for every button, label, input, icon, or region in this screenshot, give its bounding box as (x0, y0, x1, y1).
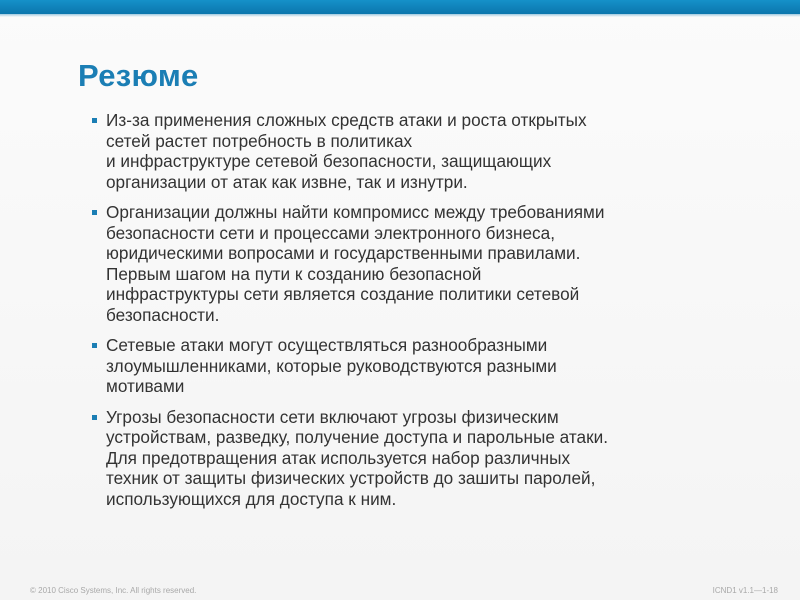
bullet-text-line: безопасности. (106, 304, 220, 325)
bullet-list (90, 110, 730, 519)
bullet-text-line: Из-за применения сложных средств атаки и роста открытых (106, 110, 587, 130)
bullet-text-line: Для предотвращения атак используется набор различных (106, 447, 571, 468)
slide-title: Резюме (78, 58, 199, 93)
bullet-text-line: Сетевые атаки могут осуществляться разнообразными (106, 335, 548, 355)
bullet-item (90, 110, 730, 192)
footer-copyright: © 2010 Cisco Systems, Inc. All rights reserved. (30, 586, 197, 595)
bullet-text-line: и инфраструктуре сетевой безопасности, защищающих (106, 151, 552, 171)
bullet-text-line: инфраструктуры сети является создание политики сетевой (106, 284, 580, 304)
footer-course-code: ICND1 v1.1—1-18 (712, 586, 778, 595)
bullet-text-line: Угрозы безопасности сети включают угрозы физическим (106, 406, 559, 427)
bullet-item (90, 407, 730, 510)
bullet-text-line: юридическими вопросами и государственными правилами. (106, 243, 581, 263)
bullet-text-line: устройствам, разведку, получение доступа и парольные атаки. (106, 427, 608, 447)
square-bullet-icon (92, 343, 97, 348)
top-header-bar (0, 0, 800, 14)
square-bullet-icon (92, 118, 97, 123)
bullet-text-line: Организации должны найти компромисс между требованиями (106, 202, 605, 222)
bullet-text-line: использующихся для доступа к ним. (106, 488, 397, 509)
bullet-text-line: Первым шагом на пути к созданию безопасной (106, 263, 482, 284)
bullet-text-line: безопасности сети и процессами электронного бизнеса, (106, 222, 555, 243)
header-bar-shadow (0, 14, 800, 17)
bullet-text-line: злоумышленниками, которые руководствуются разными (106, 355, 557, 376)
bullet-item (90, 335, 730, 397)
square-bullet-icon (92, 210, 97, 215)
bullet-text-line: организации от атак как извне, так и изнутри. (106, 171, 468, 192)
bullet-item (90, 202, 730, 325)
bullet-text-line: техник от защиты физических устройств до зашиты паролей, (106, 468, 596, 488)
square-bullet-icon (92, 415, 97, 420)
bullet-text-line: сетей растет потребность в политиках (106, 130, 413, 151)
bullet-text-line: мотивами (106, 376, 185, 396)
